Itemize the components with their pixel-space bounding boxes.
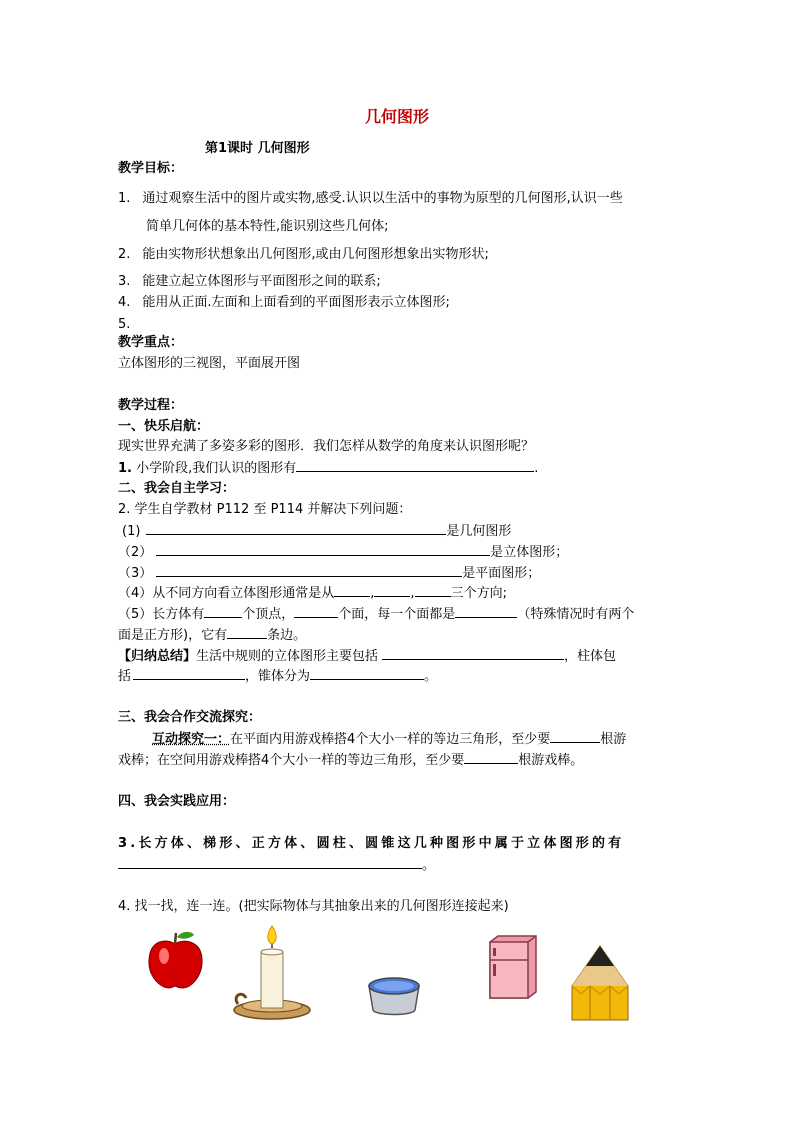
- lesson-title: 第1课时 几何图形: [205, 141, 310, 156]
- q2-item-5-cont: 面是正方形)，它有 条边。: [118, 628, 307, 643]
- question-4: 4. 找一找，连一连。(把实际物体与其抽象出来的几何图形连接起来): [118, 899, 509, 914]
- section-1-intro: 现实世界充满了多姿多彩的图形．我们怎样从数学的角度来认识图形呢？: [118, 439, 535, 454]
- objective-4: 4. 能用从正面.左面和上面看到的平面图形表示立体图形;: [118, 295, 450, 310]
- dish-icon: [365, 972, 423, 1018]
- section-1-heading: 一、快乐启航：: [118, 419, 210, 434]
- q2-item-3: （3） 是平面图形；: [118, 566, 541, 581]
- summary-line-1: 【归纳总结】生活中规则的立体图形主要包括 ，柱体包: [118, 649, 617, 664]
- explore-line-1: 互动探究一：在平面内用游戏棒搭4个大小一样的等边三角形，至少要 根游: [152, 732, 627, 747]
- key-points-heading: 教学重点：: [118, 335, 184, 350]
- pencil-icon: [570, 944, 630, 1022]
- summary-line-2: 括 ，锥体分为 。: [118, 669, 438, 684]
- section-4-heading: 四、我会实践应用：: [118, 794, 236, 809]
- question-1: 1. 小学阶段,我们认识的图形有 .: [118, 461, 539, 476]
- candle-icon: [230, 924, 318, 1022]
- section-3-heading: 三、我会合作交流探究：: [118, 710, 262, 725]
- process-heading: 教学过程：: [118, 398, 184, 413]
- key-points-text: 立体图形的三视图，平面展开图: [118, 356, 301, 371]
- objectives-heading: 教学目标：: [118, 161, 184, 176]
- q2-item-4: （4）从不同方向看立体图形通常是从 , , 三个方向;: [118, 586, 507, 601]
- apple-icon: [142, 928, 208, 994]
- q2-item-5: （5）长方体有 个顶点， 个面，每一个面都是 （特殊情况时有两个: [118, 607, 635, 622]
- fridge-icon: [484, 934, 540, 1000]
- objective-1-cont: 简单几何体的基本特性,能识别这些几何体;: [146, 219, 389, 234]
- objective-5: 5.: [118, 317, 131, 332]
- objective-3: 3. 能建立起立体图形与平面图形之间的联系;: [118, 274, 381, 289]
- explore-line-2: 戏棒；在空间用游戏棒搭4个大小一样的等边三角形，至少要 根游戏棒。: [118, 753, 584, 768]
- objective-1: 1. 通过观察生活中的图片或实物,感受.认识以生活中的事物为原型的几何图形,认识一些: [118, 191, 623, 206]
- q2-item-1: (1) 是几何图形: [122, 524, 512, 539]
- q2-item-2: （2） 是立体图形；: [118, 545, 569, 560]
- question-2: 2. 学生自学教材 P112 至 P114 并解决下列问题：: [118, 502, 412, 517]
- section-2-heading: 二、我会自主学习：: [118, 481, 236, 496]
- objective-2: 2. 能由实物形状想象出几何图形,或由几何图形想象出实物形状;: [118, 247, 489, 262]
- question-3-blank: 。: [118, 856, 435, 875]
- page-title: 几何图形: [364, 107, 429, 126]
- question-3: 3.长方体、梯形、正方体、圆柱、圆锥这几种图形中属于立体图形的有: [118, 836, 625, 851]
